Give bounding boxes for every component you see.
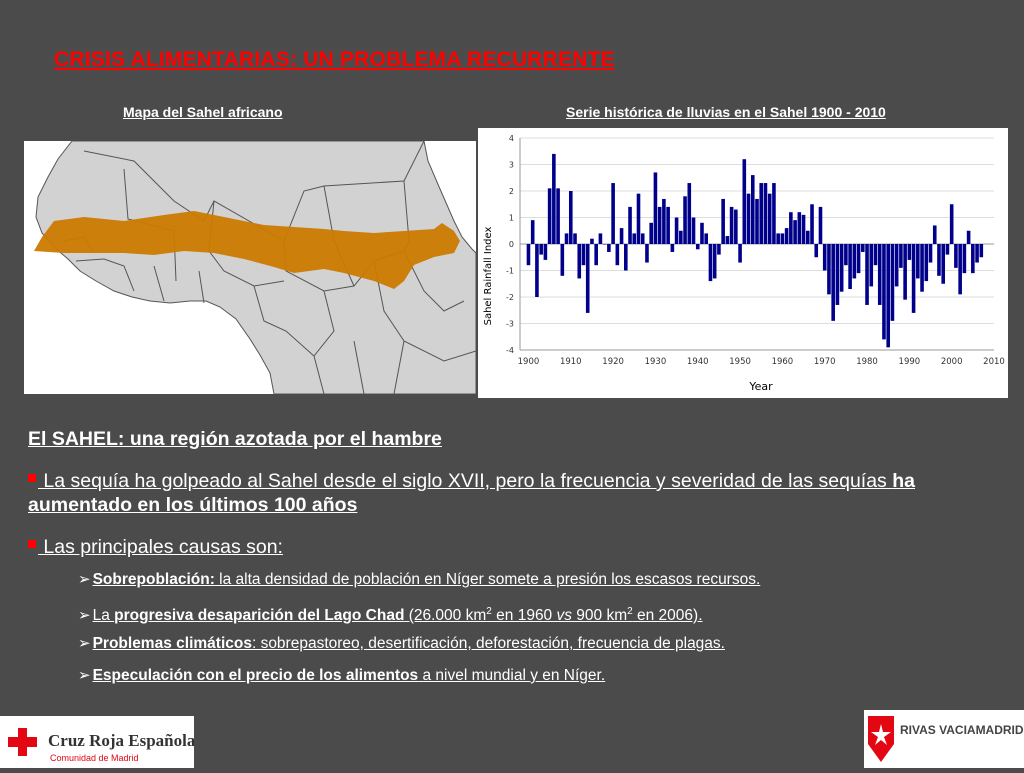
sub-text-d: en 2006). — [632, 607, 703, 625]
rainfall-bar — [764, 183, 768, 244]
chart-y-label: Sahel Rainfall Index — [483, 226, 494, 326]
sub-text-c: 900 km — [572, 607, 628, 625]
x-tick-label: 1970 — [813, 357, 836, 367]
rainfall-bar — [696, 244, 700, 249]
rainfall-bar — [709, 244, 713, 281]
rainfall-bar — [658, 207, 662, 244]
rainfall-bar — [814, 244, 818, 257]
rainfall-bar — [776, 233, 780, 244]
rainfall-bar — [561, 244, 565, 276]
x-tick-label: 1940 — [686, 357, 709, 367]
sub-text: : sobrepastoreo, desertificación, deforestación, frecuencia de plagas. — [251, 635, 725, 652]
sup-a: 2 — [486, 606, 492, 617]
sub-text: la alta densidad de población en Níger somete a presión los escasos recursos. — [214, 571, 761, 588]
rainfall-bar — [527, 244, 531, 265]
sub-pre: La — [92, 607, 115, 625]
y-tick-label: 4 — [508, 134, 514, 143]
rainfall-bar — [556, 188, 560, 244]
red-cross-icon — [8, 728, 37, 756]
rainfall-bar — [844, 244, 848, 265]
rainfall-bar — [679, 231, 683, 244]
rainfall-bar — [831, 244, 835, 321]
rainfall-bar — [611, 183, 615, 244]
rainfall-bar — [535, 244, 539, 297]
rainfall-bar — [755, 199, 759, 244]
rainfall-bar — [590, 239, 594, 244]
rainfall-bar — [603, 244, 607, 245]
rainfall-chart-svg — [478, 128, 1008, 398]
cruz-roja-title: Cruz Roja Española — [48, 731, 194, 750]
rainfall-bar — [645, 244, 649, 263]
rivas-text: RIVAS VACIAMADRID — [900, 723, 1024, 737]
rainfall-bar — [793, 220, 797, 244]
rainfall-bar — [747, 194, 751, 244]
rainfall-bar — [632, 233, 636, 244]
cruz-roja-logo — [0, 716, 194, 768]
x-tick-label: 1930 — [644, 357, 667, 367]
rainfall-bar — [544, 244, 548, 260]
slide-title: CRISIS ALIMENTARIAS: UN PROBLEMA RECURRENTE — [54, 48, 615, 71]
rainfall-bar — [675, 218, 679, 245]
sub-item-overpopulation — [78, 570, 978, 590]
sub-item-lake-chad — [78, 602, 978, 626]
bullet-square-icon — [28, 474, 36, 482]
rainfall-bar — [933, 225, 937, 244]
rainfall-bar — [802, 215, 806, 244]
sub-item-climate — [78, 634, 978, 654]
rainfall-bar — [759, 183, 763, 244]
rainfall-bar — [899, 244, 903, 268]
rainfall-bar — [848, 244, 852, 289]
x-tick-label: 1960 — [771, 357, 794, 367]
rainfall-bar — [861, 244, 865, 252]
rainfall-chart — [478, 128, 1008, 398]
x-tick-label: 1900 — [517, 357, 540, 367]
rainfall-bar — [857, 244, 861, 273]
rainfall-bar — [531, 220, 535, 244]
y-tick-label: -1 — [506, 266, 514, 276]
rainfall-bar — [878, 244, 882, 305]
rainfall-bar — [810, 204, 814, 244]
bullet-drought — [28, 469, 958, 517]
rainfall-bar — [903, 244, 907, 300]
rainfall-bar — [819, 207, 823, 244]
arrow-bullet-icon: ➢ — [78, 635, 91, 652]
rainfall-bar — [743, 159, 747, 244]
rainfall-bar — [552, 154, 556, 244]
sahel-map-svg — [24, 141, 476, 394]
rainfall-bar — [768, 194, 772, 244]
bullet-causes-text: Las principales causas son: — [38, 536, 283, 558]
rainfall-bar — [963, 244, 967, 273]
rainfall-bar — [781, 233, 785, 244]
sup-b: 2 — [627, 606, 633, 617]
rainfall-bar — [946, 244, 950, 255]
sub-text-a: (26.000 km — [404, 607, 487, 625]
rainfall-bar — [620, 228, 624, 244]
rainfall-bar — [924, 244, 928, 281]
x-tick-label: 1910 — [559, 357, 582, 367]
sub-bold: progresiva desaparición del Lago Chad — [114, 607, 405, 625]
sub-item-speculation — [78, 666, 978, 686]
rainfall-bar — [912, 244, 916, 313]
y-tick-label: -4 — [506, 346, 514, 355]
rainfall-bar — [882, 244, 886, 339]
x-tick-label: 1980 — [856, 357, 878, 367]
sub-bold: Problemas climáticos — [92, 635, 252, 652]
rainfall-bar — [950, 204, 954, 244]
rainfall-bar — [704, 233, 708, 244]
y-tick-label: -3 — [506, 319, 514, 329]
rainfall-bar — [967, 231, 971, 244]
rainfall-bar — [717, 244, 721, 255]
rainfall-bar — [836, 244, 840, 305]
rainfall-bar — [654, 172, 658, 244]
rainfall-bar — [641, 233, 645, 244]
x-tick-label: 1990 — [898, 357, 921, 367]
x-tick-label: 1920 — [602, 357, 624, 367]
rainfall-bar — [713, 244, 717, 278]
rainfall-bar — [565, 233, 569, 244]
sub-bold: Sobrepoblación: — [92, 571, 215, 588]
bullet-drought-bold: ha aumentado en los últimos 100 años — [28, 470, 915, 516]
rainfall-bar — [971, 244, 975, 273]
y-tick-label: 0 — [508, 240, 514, 249]
rainfall-bar — [916, 244, 920, 278]
rainfall-bar — [853, 244, 857, 278]
rainfall-bar — [954, 244, 958, 268]
arrow-bullet-icon: ➢ — [78, 571, 91, 588]
rainfall-bar — [738, 244, 742, 263]
y-tick-label: 1 — [508, 213, 514, 223]
bullet-drought-text: La sequía ha golpeado al Sahel desde el siglo XVII, pero la frecuencia y severidad de las sequías — [38, 470, 893, 492]
rainfall-bar — [929, 244, 933, 263]
rainfall-bar — [687, 183, 691, 244]
x-tick-label: 1950 — [729, 357, 751, 367]
rainfall-bar — [683, 196, 687, 244]
rainfall-bar — [577, 244, 581, 278]
rainfall-bar — [616, 244, 620, 265]
rainfall-bar — [865, 244, 869, 305]
rainfall-bar — [692, 218, 696, 245]
rainfall-bar — [869, 244, 873, 286]
y-tick-label: 2 — [508, 187, 514, 196]
rainfall-bar — [666, 207, 670, 244]
rainfall-bar — [649, 223, 653, 244]
sahel-map — [24, 141, 476, 394]
rainfall-bar — [573, 233, 577, 244]
y-tick-label: 3 — [508, 160, 514, 170]
rainfall-bar — [662, 199, 666, 244]
rainfall-bar — [789, 212, 793, 244]
rainfall-bar — [891, 244, 895, 321]
arrow-bullet-icon: ➢ — [78, 607, 91, 625]
sub-text-b: en 1960 — [491, 607, 557, 625]
sub-text: a nivel mundial y en Níger. — [418, 667, 606, 684]
rainfall-bar — [599, 233, 603, 244]
rainfall-bar — [624, 244, 628, 271]
rainfall-bar — [628, 207, 632, 244]
sub-bold: Especulación con el precio de los alimentos — [92, 667, 419, 684]
rainfall-bar — [539, 244, 543, 255]
rainfall-bar — [569, 191, 573, 244]
rainfall-bar — [827, 244, 831, 294]
rainfall-bar — [730, 207, 734, 244]
rainfall-bar — [920, 244, 924, 292]
rainfall-bar — [798, 212, 802, 244]
rainfall-bar — [548, 188, 552, 244]
cruz-roja-subtitle: Comunidad de Madrid — [50, 753, 139, 763]
rainfall-bar — [941, 244, 945, 284]
chart-caption: Serie histórica de lluvias en el Sahel 1900 - 2010 — [566, 104, 886, 120]
rainfall-bar — [734, 210, 738, 244]
section-heading: El SAHEL: una región azotada por el hambre — [28, 428, 442, 450]
rainfall-bar — [772, 183, 776, 244]
rivas-logo — [864, 710, 1024, 768]
rainfall-bar — [886, 244, 890, 347]
rainfall-bar — [958, 244, 962, 294]
rainfall-bar — [637, 194, 641, 244]
rainfall-bar — [806, 231, 810, 244]
rainfall-bar — [721, 199, 725, 244]
rainfall-bar — [751, 175, 755, 244]
y-tick-label: -2 — [506, 293, 514, 302]
chart-x-label: Year — [749, 380, 773, 393]
rainfall-bar — [607, 244, 611, 252]
rainfall-bar — [823, 244, 827, 271]
rainfall-bar — [671, 244, 675, 252]
rainfall-bar — [895, 244, 899, 286]
rainfall-bar — [582, 244, 586, 265]
rainfall-bar — [700, 223, 704, 244]
rainfall-bar — [840, 244, 844, 292]
rainfall-bar — [874, 244, 878, 265]
rivas-emblem-icon — [868, 716, 894, 762]
sub-italic: vs — [556, 607, 572, 625]
bullet-square-icon — [28, 540, 36, 548]
rainfall-bar — [980, 244, 984, 257]
rainfall-bar — [726, 236, 730, 244]
rainfall-bar — [975, 244, 979, 263]
rainfall-bar — [586, 244, 590, 313]
arrow-bullet-icon: ➢ — [78, 667, 91, 684]
rainfall-bar — [908, 244, 912, 260]
x-tick-label: 2000 — [940, 357, 963, 367]
rainfall-bar — [785, 228, 789, 244]
map-caption: Mapa del Sahel africano — [123, 104, 283, 120]
rainfall-bar — [594, 244, 598, 265]
bullet-causes — [28, 535, 958, 559]
rainfall-bar — [937, 244, 941, 276]
x-tick-label: 2010 — [983, 357, 1005, 367]
